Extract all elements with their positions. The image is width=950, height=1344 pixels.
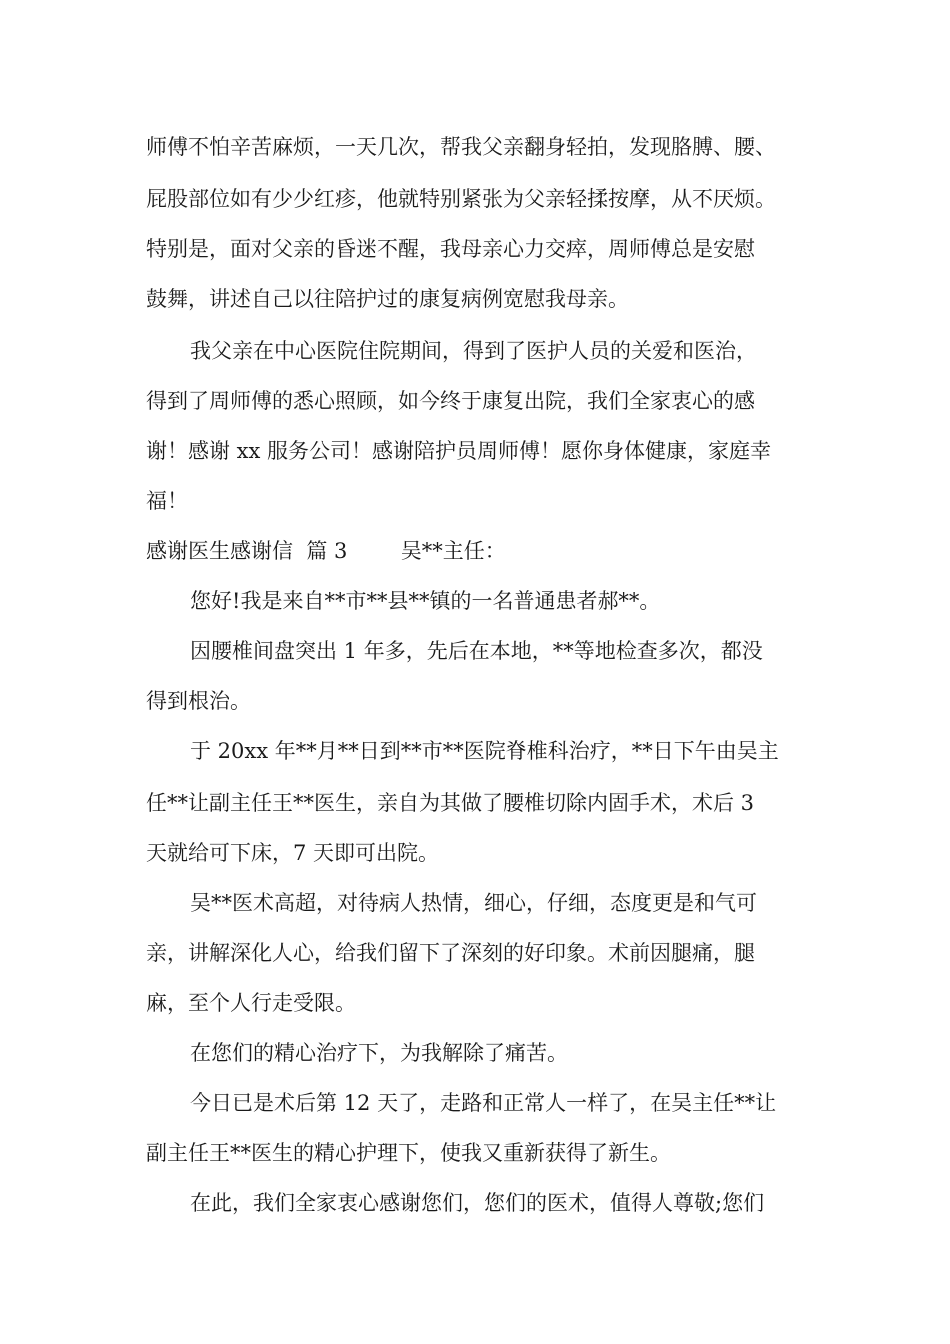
text-line-4: 鼓舞，讲述自己以往陪护过的康复病例宽慰我母亲。	[146, 287, 629, 311]
text-line-11: 因腰椎间盘突出 1 年多，先后在本地，**等地检查多次，都没	[190, 639, 763, 663]
text-line-6: 得到了周师傅的悉心照顾，如今终于康复出院，我们全家衷心的感	[146, 389, 755, 413]
text-line-13: 于 20xx 年**月**日到**市**医院脊椎科治疗，**日下午由吴主	[190, 739, 779, 763]
text-line-8: 福！	[146, 489, 188, 513]
text-line-7: 谢！感谢 xx 服务公司！感谢陪护员周师傅！愿你身体健康，家庭幸	[146, 439, 772, 463]
text-line-12: 得到根治。	[146, 689, 251, 713]
text-line-14: 任**让副主任王**医生，亲自为其做了腰椎切除内固手术，术后 3	[146, 791, 755, 815]
text-line-1: 师傅不怕辛苦麻烦，一天几次，帮我父亲翻身轻拍，发现胳膊、腰、	[146, 135, 776, 159]
text-line-19: 在您们的精心治疗下，为我解除了痛苦。	[190, 1041, 568, 1065]
text-line-20: 今日已是术后第 12 天了，走路和正常人一样了，在吴主任**让	[190, 1091, 777, 1115]
text-line-18: 麻，至个人行走受限。	[146, 991, 356, 1015]
text-line-10: 您好!我是来自**市**县**镇的一名普通患者郝**。	[190, 589, 661, 613]
text-line-21: 副主任王**医生的精心护理下，使我又重新获得了新生。	[146, 1141, 671, 1165]
section-heading: 感谢医生感谢信 篇 3 吴**主任：	[146, 539, 506, 563]
text-line-22: 在此，我们全家衷心感谢您们，您们的医术，值得人尊敬;您们	[190, 1191, 765, 1215]
text-line-2: 屁股部位如有少少红疹，他就特别紧张为父亲轻揉按摩，从不厌烦。	[146, 187, 776, 211]
text-line-3: 特别是，面对父亲的昏迷不醒，我母亲心力交瘁，周师傅总是安慰	[146, 237, 755, 261]
text-line-16: 吴**医术高超，对待病人热情，细心，仔细，态度更是和气可	[190, 891, 757, 915]
text-line-5: 我父亲在中心医院住院期间，得到了医护人员的关爱和医治，	[190, 339, 757, 363]
text-line-17: 亲，讲解深化人心，给我们留下了深刻的好印象。术前因腿痛，腿	[146, 941, 755, 965]
text-line-15: 天就给可下床，7 天即可出院。	[146, 841, 440, 865]
